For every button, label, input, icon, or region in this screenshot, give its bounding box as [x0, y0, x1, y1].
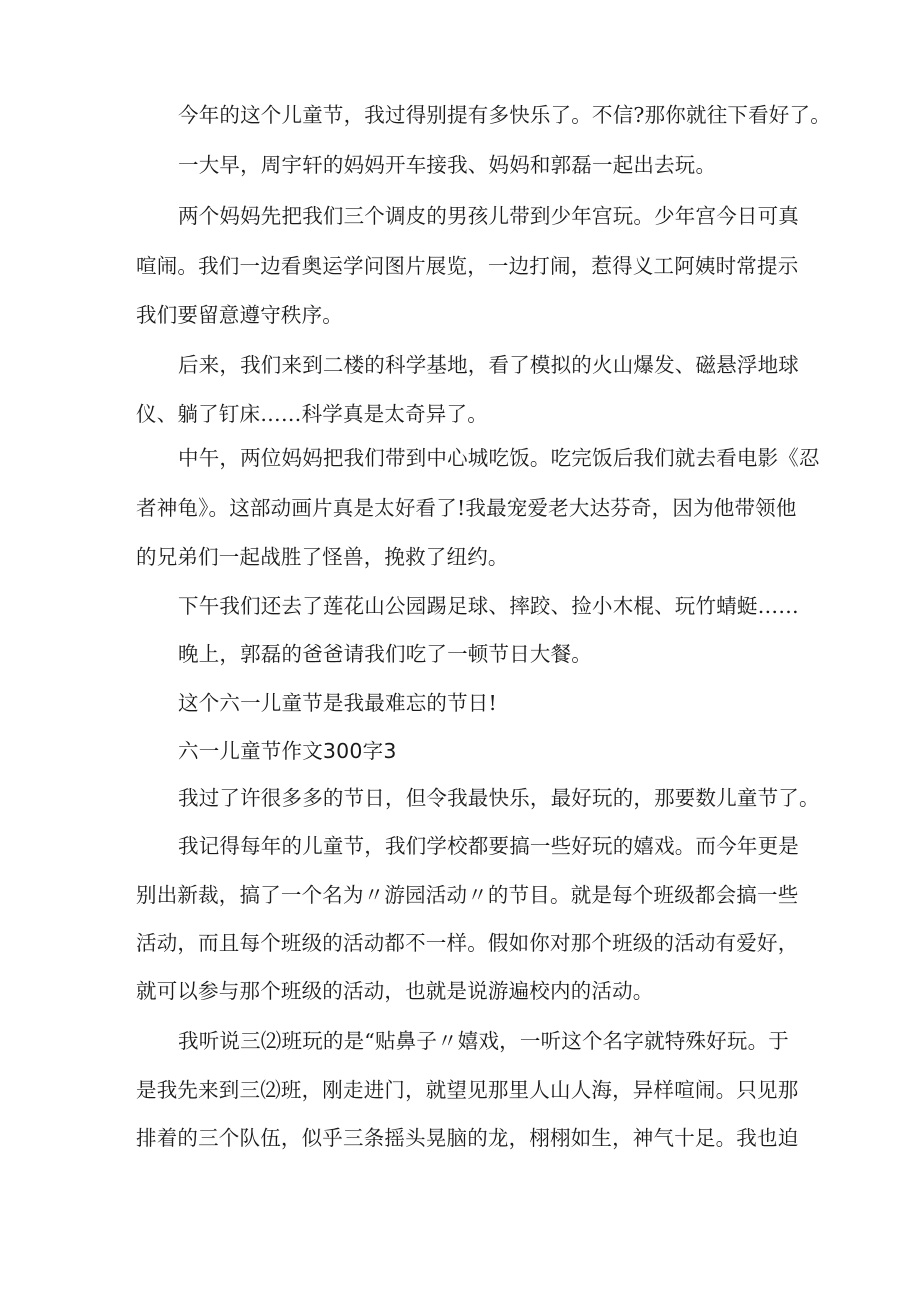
paragraph-line: 活动，而且每个班级的活动都不一样。假如你对那个班级的活动有爱好，: [136, 931, 799, 955]
paragraph-line: 晚上，郭磊的爸爸请我们吃了一顿节日大餐。: [178, 642, 592, 666]
section-heading: 六一儿童节作文300字3: [178, 739, 397, 763]
paragraph-line: 喧闹。我们一边看奥运学问图片展览，一边打闹，惹得义工阿姨时常提示: [136, 254, 799, 278]
paragraph-line: 后来，我们来到二楼的科学基地，看了模拟的火山爆发、磁悬浮地球: [178, 353, 799, 377]
paragraph-line: 我们要留意遵守秩序。: [136, 303, 343, 327]
paragraph-line: 今年的这个儿童节，我过得别提有多快乐了。不信?那你就往下看好了。: [178, 103, 831, 127]
paragraph-line: 的兄弟们一起战胜了怪兽，挽救了纽约。: [136, 545, 509, 569]
paragraph-line: 我听说三⑵班玩的是“贴鼻子〃嬉戏，一听这个名字就特殊好玩。于: [178, 1029, 789, 1053]
paragraph-line: 者神龟》。这部动画片真是太好看了!我最宠爱老大达芬奇，因为他带领他: [136, 496, 797, 520]
paragraph-line: 排着的三个队伍，似乎三条摇头晃脑的龙，栩栩如生，神气十足。我也迫: [136, 1126, 799, 1150]
paragraph-line: 这个六一儿童节是我最难忘的节日!: [178, 691, 497, 715]
paragraph-line: 别出新裁，搞了一个名为〃游园活动〃的节目。就是每个班级都会搞一些: [136, 883, 799, 907]
paragraph-line: 就可以参与那个班级的活动，也就是说游遍校内的活动。: [136, 979, 654, 1003]
paragraph-line: 我过了许很多多的节日，但令我最快乐，最好玩的，那要数儿童节了。: [178, 786, 820, 810]
paragraph-line: 两个妈妈先把我们三个调皮的男孩儿带到少年宫玩。少年宫今日可真: [178, 204, 799, 228]
paragraph-line: 我记得每年的儿童节，我们学校都要搞一些好玩的嬉戏。而今年更是: [178, 834, 799, 858]
paragraph-line: 仪、躺了钉床……科学真是太奇异了。: [136, 402, 488, 426]
paragraph-line: 一大早，周宇轩的妈妈开车接我、妈妈和郭磊一起出去玩。: [178, 153, 717, 177]
paragraph-line: 中午，两位妈妈把我们带到中心城吃饭。吃完饭后我们就去看电影《忍: [178, 446, 820, 470]
paragraph-line: 下午我们还去了莲花山公园踢足球、摔跤、捡小木棍、玩竹蜻蜓……: [178, 594, 799, 618]
paragraph-line: 是我先来到三⑵班，刚走进门，就望见那里人山人海，异样喧闹。只见那: [136, 1078, 799, 1102]
